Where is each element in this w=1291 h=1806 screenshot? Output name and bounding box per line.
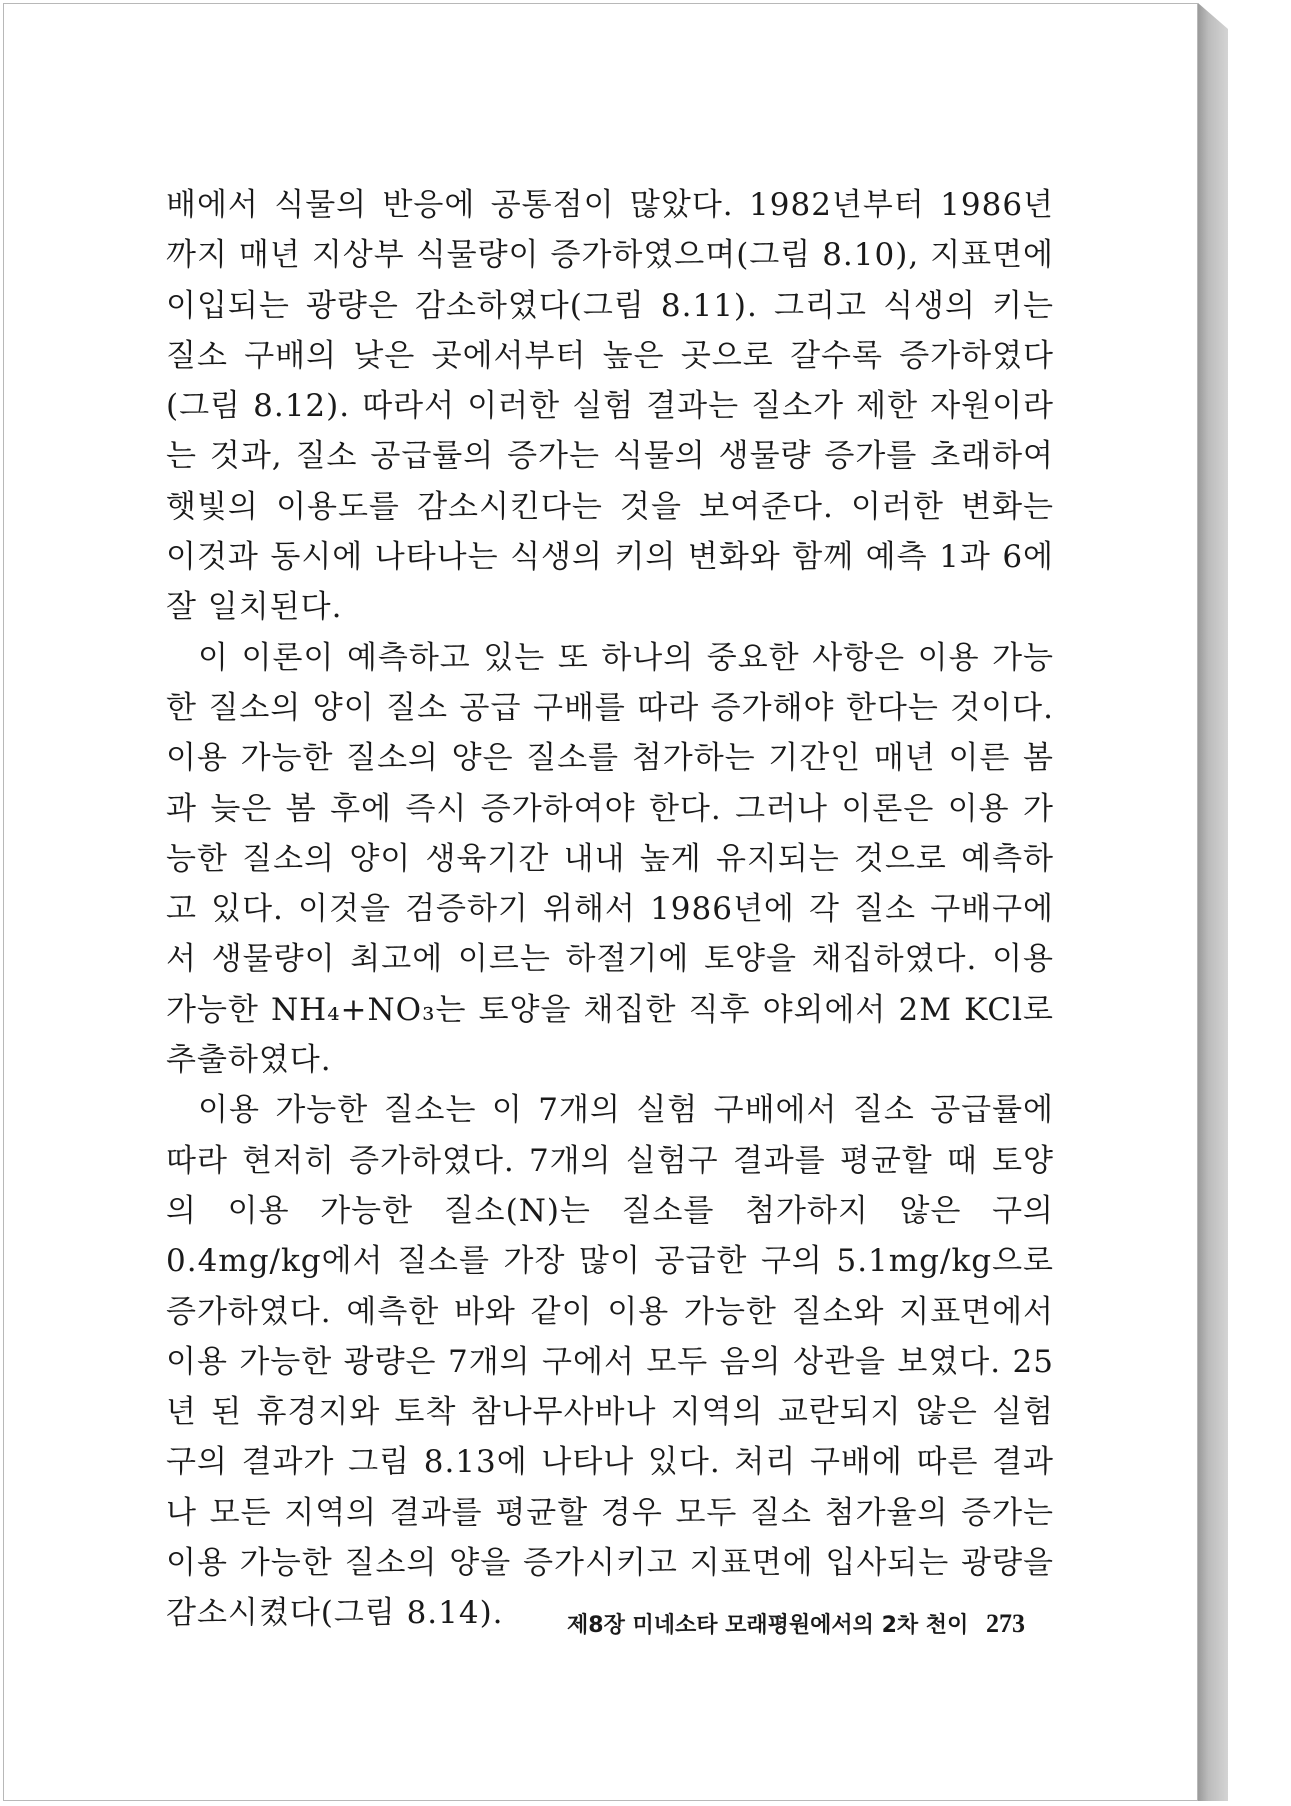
running-title: 제8장 미네소타 모래평원에서의 2차 천이 bbox=[567, 1613, 969, 1638]
paragraph-3: 이용 가능한 질소는 이 7개의 실험 구배에서 질소 공급률에 따라 현저히 증가하였다. 7개의 실험구 결과를 평균할 때 토양의 이용 가능한 질소(N)는 질소를 첨가하지 않은 구의 0.4mg/kg에서 질소를 가장 많이 공급한 구의 5.1mg/kg으로 증가하였다. 예측한 바와 같이 이용 가능한 질소와 지표면에서 이용 가능한 광량은 7개의 구에서 모두 음의 상관을 보였다. 25년 된 휴경지와 토착 참나무사바나 지역의 교란되지 않은 실험구의 결과가 그림 8.13에 나타나 있다. 처리 구배에 따른 결과나 모든 지역의 결과를 평균할 경우 모두 질소 첨가율의 증가는 이용 가능한 질소의 양을 증가시키고 지표면에 입사되는 광량을 감소시켰다(그림 8.14). bbox=[166, 1092, 1054, 1632]
page-edge-corner bbox=[1198, 3, 1228, 29]
page-footer bbox=[505, 1604, 1025, 1646]
page-edge-shadow bbox=[1198, 3, 1228, 1801]
paragraph-1: 배에서 식물의 반응에 공통점이 많았다. 1982년부터 1986년까지 매년 지상부 식물량이 증가하였으며(그림 8.10), 지표면에 이입되는 광량은 감소하였다(그림 8.11). 그리고 식생의 키는 질소 구배의 낮은 곳에서부터 높은 곳으로 갈수록 증가하였다(그림 8.12). 따라서 이러한 실험 결과는 질소가 제한 자원이라는 것과, 질소 공급률의 증가는 식물의 생물량 증가를 초래하여 햇빛의 이용도를 감소시킨다는 것을 보여준다. 이러한 변화는 이것과 동시에 나타나는 식생의 키의 변화와 함께 예측 1과 6에 잘 일치된다. bbox=[166, 187, 1054, 626]
paragraph-2: 이 이론이 예측하고 있는 또 하나의 중요한 사항은 이용 가능한 질소의 양이 질소 공급 구배를 따라 증가해야 한다는 것이다. 이용 가능한 질소의 양은 질소를 첨가하는 기간인 매년 이른 봄과 늦은 봄 후에 즉시 증가하여야 한다. 그러나 이론은 이용 가능한 질소의 양이 생육기간 내내 높게 유지되는 것으로 예측하고 있다. 이것을 검증하기 위해서 1986년에 각 질소 구배구에서 생물량이 최고에 이르는 하절기에 토양을 채집하였다. 이용 가능한 NH₄+NO₃는 토양을 채집한 직후 야외에서 2M KCl로 추출하였다. bbox=[166, 639, 1054, 1079]
body-text bbox=[166, 180, 1054, 1639]
book-page bbox=[3, 3, 1198, 1801]
page-number: 273 bbox=[986, 1609, 1025, 1638]
